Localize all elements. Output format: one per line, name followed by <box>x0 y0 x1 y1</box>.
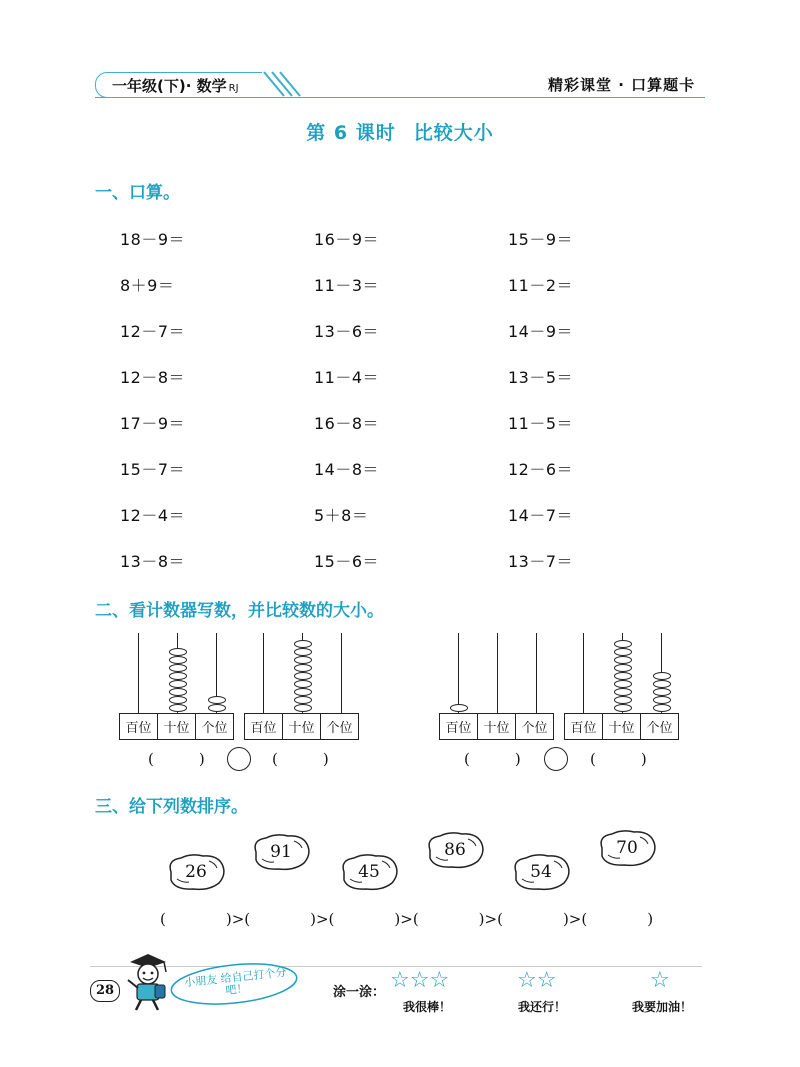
header-series: 精彩课堂 · 口算题卡 <box>548 76 696 94</box>
counter-bead <box>294 656 312 664</box>
counter-bead <box>614 656 632 664</box>
counter-bead <box>294 680 312 688</box>
header-rule <box>95 97 705 98</box>
stone-number: 91 <box>270 842 292 862</box>
counter-bead <box>614 704 632 712</box>
counter-rod <box>341 633 342 713</box>
counter-bead <box>169 696 187 704</box>
place-label: 百位 <box>565 714 603 740</box>
calc-item: 18－9＝ <box>120 230 186 249</box>
calc-item: 11－2＝ <box>508 276 574 295</box>
counter-bead <box>294 664 312 672</box>
counter-rod <box>138 633 139 713</box>
counter-rod <box>497 633 498 713</box>
rating-label-1: 我很棒！ <box>403 1000 452 1014</box>
counter-bead <box>169 688 187 696</box>
answer-blank-4[interactable]: ( ) <box>590 750 647 768</box>
counter-bead <box>653 696 671 704</box>
counter-table <box>119 713 234 740</box>
counter-bead <box>614 696 632 704</box>
rating-label-3: 我要加油！ <box>632 1000 693 1014</box>
counter-bead <box>614 640 632 648</box>
counter-bead <box>653 672 671 680</box>
header-grade: 一年级(下)· 数学 RJ <box>112 77 239 95</box>
calc-item: 13－8＝ <box>120 552 186 571</box>
calc-item: 17－9＝ <box>120 414 186 433</box>
counter-bead <box>294 688 312 696</box>
number-stone <box>165 852 227 892</box>
number-stone <box>338 852 400 892</box>
place-label: 百位 <box>440 714 478 740</box>
counter-bead <box>614 664 632 672</box>
calc-item: 13－7＝ <box>508 552 574 571</box>
place-label: 十位 <box>478 714 516 740</box>
counter-bead <box>169 664 187 672</box>
stone-number: 26 <box>185 862 207 882</box>
counter-bead <box>614 688 632 696</box>
calc-item: 12－6＝ <box>508 460 574 479</box>
counter-bead <box>169 648 187 656</box>
number-stone <box>510 852 572 892</box>
counter-table <box>439 713 554 740</box>
counter-bead <box>294 704 312 712</box>
calc-item: 15－9＝ <box>508 230 574 249</box>
place-label: 个位 <box>516 714 554 740</box>
answer-blank-3[interactable]: ( ) <box>464 750 521 768</box>
place-label: 十位 <box>603 714 641 740</box>
counter-bead <box>450 704 468 712</box>
stone-number: 70 <box>616 838 638 858</box>
calc-item: 15－7＝ <box>120 460 186 479</box>
answer-blank-2[interactable]: ( ) <box>272 750 329 768</box>
calc-item: 16－8＝ <box>314 414 380 433</box>
calc-item: 11－3＝ <box>314 276 380 295</box>
rating-label-2: 我还行！ <box>518 1000 567 1014</box>
page-number: 28 <box>90 980 120 1002</box>
student-mascot-icon <box>122 952 174 1014</box>
calc-item: 16－9＝ <box>314 230 380 249</box>
number-stone <box>250 832 312 872</box>
number-stone <box>596 828 658 868</box>
section2-heading: 二、看计数器写数，并比较数的大小。 <box>95 601 384 621</box>
calc-item: 11－5＝ <box>508 414 574 433</box>
calc-item: 12－7＝ <box>120 322 186 341</box>
counter-bead <box>653 688 671 696</box>
calc-item: 12－8＝ <box>120 368 186 387</box>
place-label: 百位 <box>120 714 158 740</box>
stone-number: 54 <box>530 862 552 882</box>
calc-item: 13－6＝ <box>314 322 380 341</box>
place-label: 百位 <box>245 714 283 740</box>
counter-bead <box>614 680 632 688</box>
counter-rod <box>263 633 264 713</box>
number-stone <box>424 830 486 870</box>
counter-bead <box>614 648 632 656</box>
ordering-line[interactable]: ( )>( )>( )>( )>( )>( ) <box>160 910 654 928</box>
speech-bubble-text: 小朋友 给自己打个分吧！ <box>183 965 287 998</box>
counter-bead <box>208 696 226 704</box>
place-label: 个位 <box>641 714 679 740</box>
header-edition-tag: RJ <box>228 83 239 94</box>
rate-label: 涂一涂： <box>333 985 386 1000</box>
calc-item: 14－9＝ <box>508 322 574 341</box>
counter-bead <box>169 704 187 712</box>
counter-bead <box>294 648 312 656</box>
counter-bead <box>653 680 671 688</box>
counter-table <box>564 713 679 740</box>
section1-heading: 一、口算。 <box>95 183 180 203</box>
place-label: 个位 <box>321 714 359 740</box>
header-stripes-icon <box>262 70 306 98</box>
place-label: 十位 <box>283 714 321 740</box>
answer-blank-1[interactable]: ( ) <box>148 750 205 768</box>
place-label: 十位 <box>158 714 196 740</box>
counter-bead <box>294 672 312 680</box>
place-label: 个位 <box>196 714 234 740</box>
counter-bead <box>169 672 187 680</box>
stone-number: 86 <box>444 840 466 860</box>
rating-stars-3[interactable]: ☆ <box>650 968 670 993</box>
calc-item: 11－4＝ <box>314 368 380 387</box>
counter-bead <box>208 704 226 712</box>
section3-heading: 三、给下列数排序。 <box>95 797 248 817</box>
counter-bead <box>169 680 187 688</box>
rating-stars-2[interactable]: ☆☆ <box>517 968 557 993</box>
counter-bead <box>294 640 312 648</box>
stone-number: 45 <box>358 862 380 882</box>
calc-item: 13－5＝ <box>508 368 574 387</box>
calc-item: 12－4＝ <box>120 506 186 525</box>
counter-table <box>244 713 359 740</box>
counter-rod <box>458 633 459 713</box>
compare-circle-2[interactable] <box>544 747 568 771</box>
calc-item: 8＋9＝ <box>120 276 175 295</box>
page-title: 第 6 课时 比较大小 <box>306 122 494 144</box>
counter-bead <box>614 672 632 680</box>
counter-bead <box>294 696 312 704</box>
counter-bead <box>169 656 187 664</box>
calc-item: 15－6＝ <box>314 552 380 571</box>
counter-bead <box>653 704 671 712</box>
counter-rod <box>536 633 537 713</box>
calc-item: 14－8＝ <box>314 460 380 479</box>
rating-stars-1[interactable]: ☆☆☆ <box>390 968 450 993</box>
counter-rod <box>583 633 584 713</box>
calc-item: 5＋8＝ <box>314 506 369 525</box>
calc-item: 14－7＝ <box>508 506 574 525</box>
compare-circle-1[interactable] <box>227 747 251 771</box>
